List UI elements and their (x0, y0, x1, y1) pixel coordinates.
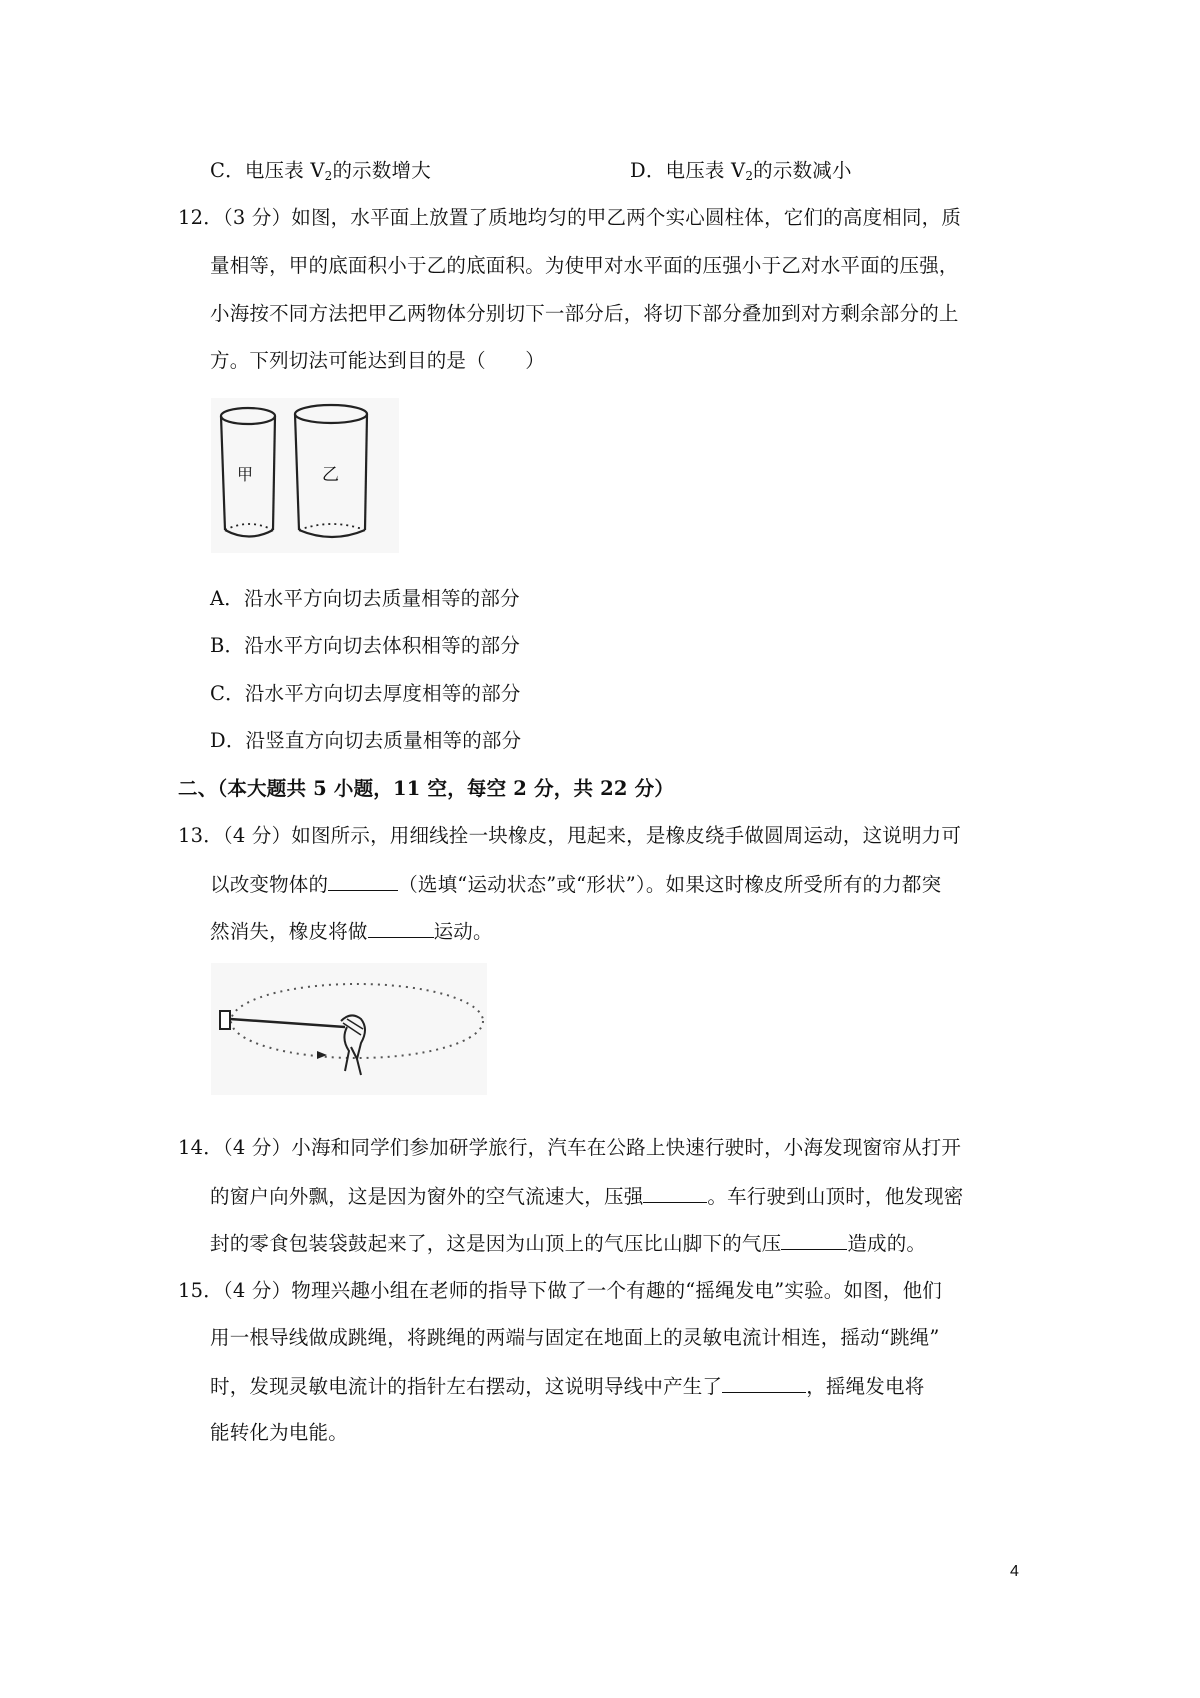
q12-stem-line-2: 量相等，甲的底面积小于乙的底面积。为使甲对水平面的压强小于乙对水平面的压强， (210, 254, 959, 277)
section-2-heading: 二、（本大题共 5 小题，11 空，每空 2 分，共 22 分） (178, 777, 675, 800)
eraser (220, 1011, 230, 1029)
q13-line-2-post: （选填“运动状态”或“形状”）。如果这时橡皮所受所有的力都突 (398, 873, 942, 896)
q12-option-b: B．沿水平方向切去体积相等的部分 (210, 634, 521, 657)
q14-blank-1[interactable] (643, 1184, 707, 1203)
q15-stem-line-2: 用一根导线做成跳绳，将跳绳的两端与固定在地面上的灵敏电流计相连，摇动“跳绳” (210, 1326, 940, 1349)
q14-stem-line-1: 14．（4 分）小海和同学们参加研学旅行，汽车在公路上快速行驶时，小海发现窗帘从打开 (178, 1136, 962, 1159)
q14-line-3-post: 造成的。 (847, 1232, 927, 1255)
q15-stem-line-4: 能转化为电能。 (210, 1421, 348, 1444)
q11-option-c (210, 159, 431, 188)
cylinder-jia-label: 甲 (237, 465, 254, 484)
q14-line-2-post: 。车行驶到山顶时，他发现密 (707, 1185, 964, 1208)
q15-line-3-post: ，摇绳发电将 (806, 1375, 925, 1398)
q12-option-a: A．沿水平方向切去质量相等的部分 (210, 587, 520, 610)
q12-option-d: D．沿竖直方向切去质量相等的部分 (210, 729, 522, 752)
q14-line-3-pre: 封的零食包装袋鼓起来了，这是因为山顶上的气压比山脚下的气压 (210, 1232, 782, 1255)
q14-blank-2[interactable] (781, 1231, 847, 1250)
q15-blank-1[interactable] (722, 1374, 806, 1393)
q11-option-c-text: C．电压表 V (210, 159, 325, 182)
q12-option-c: C．沿水平方向切去厚度相等的部分 (210, 682, 521, 705)
q12-stem-line-3: 小海按不同方法把甲乙两物体分别切下一部分后，将切下部分叠加到对方剩余部分的上 (210, 302, 959, 325)
q14-stem-line-3 (210, 1231, 926, 1256)
q11-option-d (630, 159, 852, 188)
q11-option-d-text: D．电压表 V (630, 159, 746, 182)
string (230, 1019, 345, 1027)
q15-line-3-pre: 时，发现灵敏电流计的指针左右摆动，这说明导线中产生了 (210, 1375, 723, 1398)
q12-stem-line-1: 12．（3 分）如图，水平面上放置了质地均匀的甲乙两个实心圆柱体，它们的高度相同，质 (178, 206, 962, 229)
q15-stem-line-1: 15．（4 分）物理兴趣小组在老师的指导下做了一个有趣的“摇绳发电”实验。如图，他们 (178, 1279, 943, 1302)
q13-line-3-post: 运动。 (433, 920, 493, 943)
eraser-circular-motion-illustration (211, 963, 487, 1095)
q13-stem-line-1: 13．（4 分）如图所示，用细线拴一块橡皮，甩起来，是橡皮绕手做圆周运动，这说明力可 (178, 824, 962, 847)
q14-stem-line-2 (210, 1184, 964, 1209)
page-number: 4 (1010, 1563, 1019, 1580)
q11-option-d-subscript: 2 (745, 169, 754, 183)
q13-blank-1[interactable] (328, 872, 398, 891)
q11-option-d-tail: 的示数减小 (753, 159, 852, 182)
q13-eraser-figure (211, 963, 487, 1095)
cylinder-yi-top (295, 405, 367, 423)
q13-stem-line-2 (210, 872, 941, 897)
q13-blank-2[interactable] (368, 919, 434, 938)
cylinder-jia-top (221, 408, 275, 424)
cylinder-yi-label: 乙 (322, 465, 339, 485)
q14-line-2-pre: 的窗户向外飘，这是因为窗外的空气流速大，压强 (210, 1185, 644, 1208)
q12-cylinders-figure (211, 398, 399, 553)
q11-option-c-tail: 的示数增大 (332, 159, 431, 182)
q13-line-2-pre: 以改变物体的 (210, 873, 329, 896)
q11-option-c-subscript: 2 (324, 169, 333, 183)
q13-line-3-pre: 然消失，橡皮将做 (210, 920, 368, 943)
q13-stem-line-3 (210, 919, 493, 944)
q15-stem-line-3 (210, 1374, 924, 1399)
q12-stem-line-4: 方。下列切法可能达到目的是（ ） (210, 349, 545, 372)
